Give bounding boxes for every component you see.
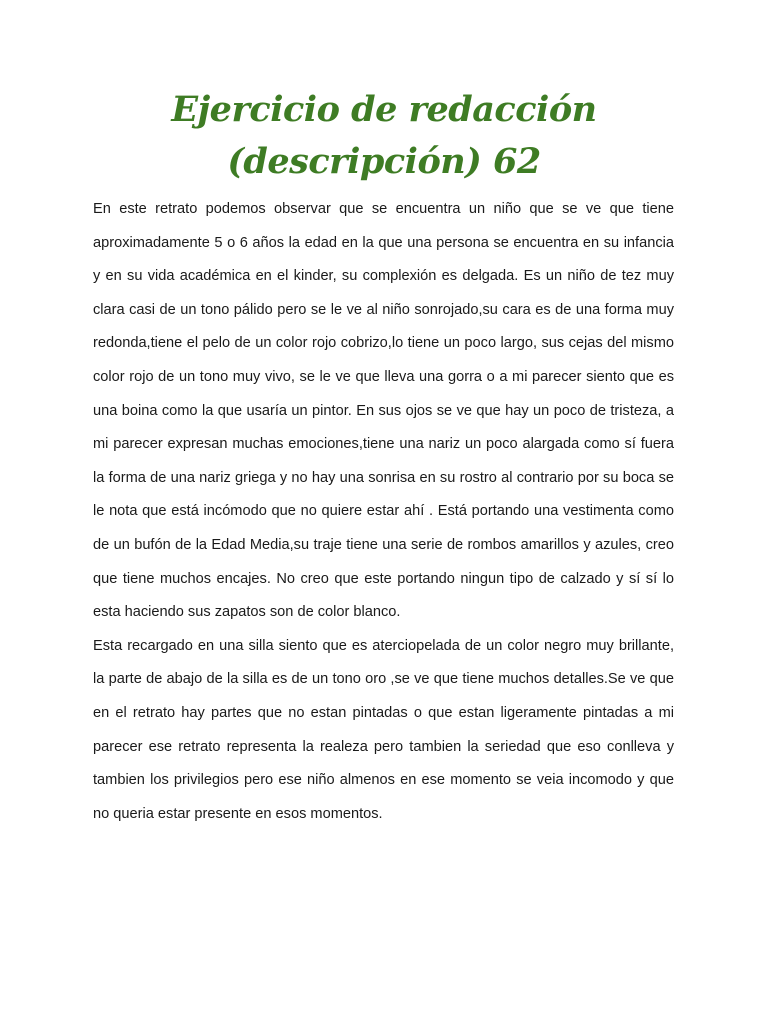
document-body: [93, 193, 674, 831]
title-line-2: (descripción) 62: [227, 141, 541, 182]
document-title: [60, 84, 708, 188]
title-line-1: Ejercicio de redacción: [171, 89, 597, 130]
paragraph-2: Esta recargado en una silla siento que es aterciopelada de un color negro muy brillante, la parte de abajo de la silla es de un tono oro ,se ve que tiene muchos detalles.Se ve que en el retrato hay partes que no estan pintadas o que estan ligeramente pintadas a mi parecer ese retrato representa la realeza pero tambien la seriedad que eso conlleva y tambien los privilegios pero ese niño almenos en ese momento se veia incomodo y que no queria estar presente en esos momentos.: [93, 637, 674, 822]
paragraph-1: En este retrato podemos observar que se encuentra un niño que se ve que tiene aproximadamente 5 o 6 años la edad en la que una persona se encuentra en su infancia y en su vida académica en el kinder, su complexión es delgada. Es un niño de tez muy clara casi de un tono pálido pero se le ve al niño sonrojado,su cara es de una forma muy redonda,tiene el pelo de un color rojo cobrizo,lo tiene un poco largo, sus cejas del mismo color rojo de un tono muy vivo, se le ve que lleva una gorra o a mi parecer siento que es una boina como la que usaría un pintor. En sus ojos se ve que hay un poco de tristeza, a mi parecer expresan muchas emociones,tiene una nariz un poco alargada como sí fuera la forma de una nariz griega y no hay una sonrisa en su rostro al contrario por su boca se le nota que está incómodo que no quiere estar ahí . Está portando una vestimenta como de un bufón de la Edad Media,su traje tiene una serie de rombos amarillos y azules, creo que tiene muchos encajes. No creo que este portando ningun tipo de calzado y sí sí lo esta haciendo sus zapatos son de color blanco.: [93, 201, 674, 621]
